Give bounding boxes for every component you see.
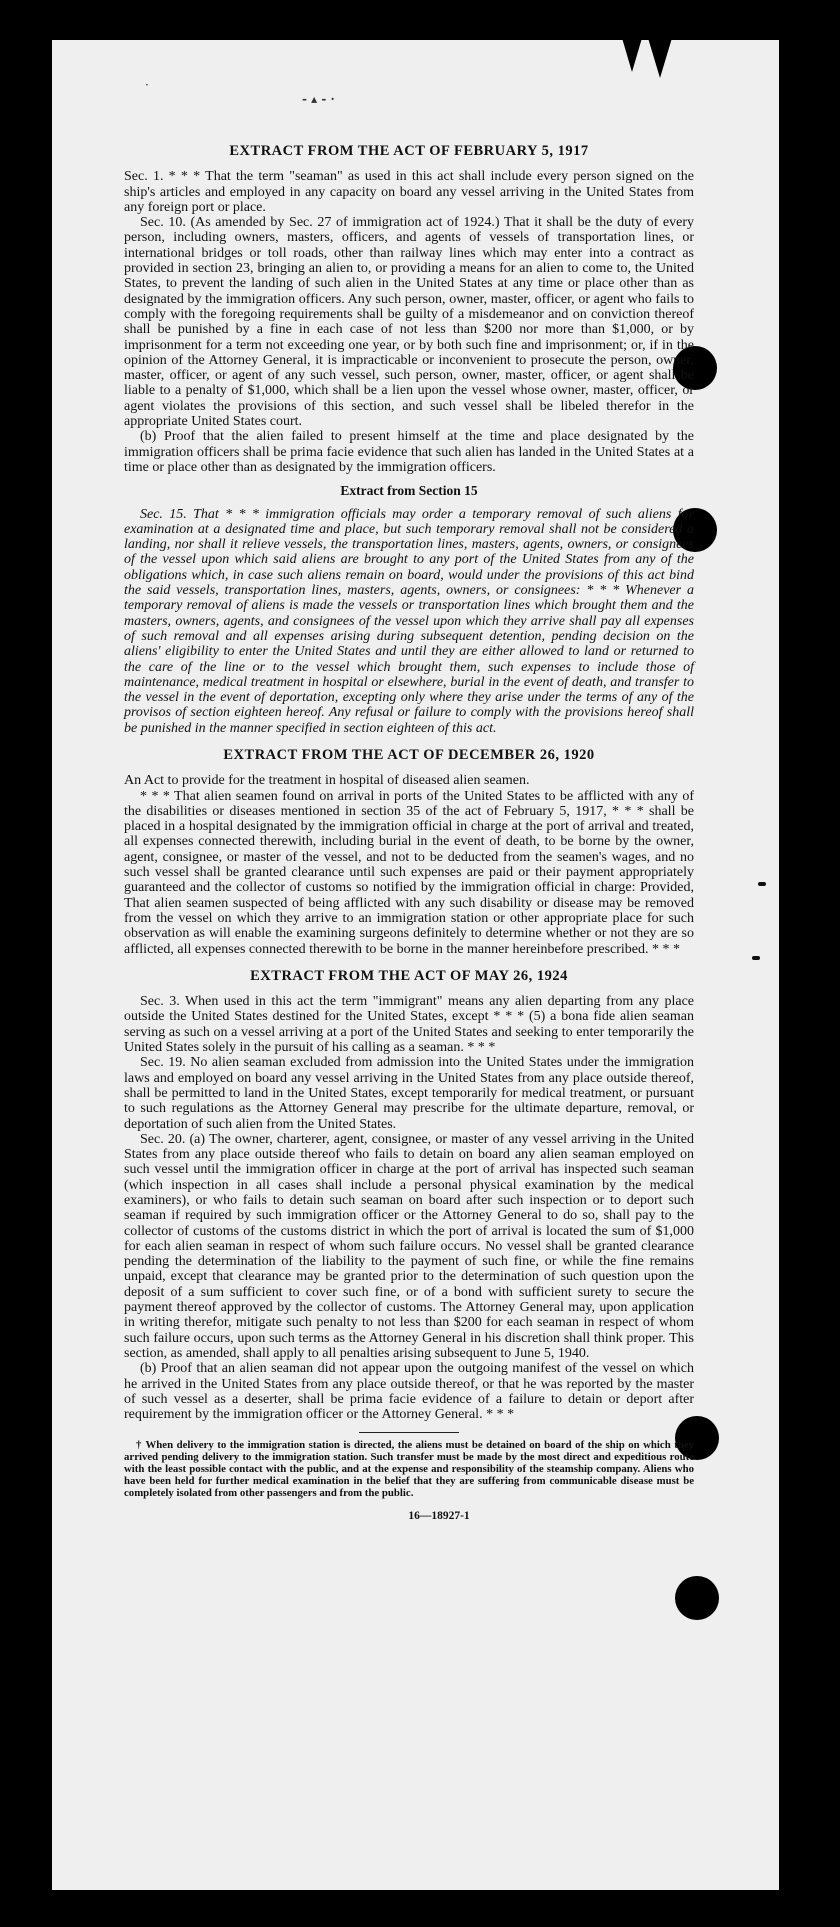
paragraph-sec-15: Sec. 15. That * * * immigration officials may order a temporary removal of such aliens for examination at a designated time and place, but such temporary removal shall not be considered a landing, nor shall it relieve vessels, the transportation lines, masters, agents, owners, or consignees of the vessel upon which said aliens are brought to any port of the United States from any of the obligations which, in case such aliens remain on board, would under the provisions of this act bind the said vessels, transportation lines, masters, agents, owners, or consignees: * * * Whenever a temporary removal of aliens is made the vessels or transportation lines which brought them and the masters, owners, agents, and consignees of the vessel upon which they arrive shall pay all expenses of such removal and all expenses arising during subsequent detention, pending decision on the aliens' eligibility to enter the United States and until they are either allowed to land or returned to the care of the line or to the vessel which brought them, such expenses to include those of maintenance, medical treatment in hospital or elsewhere, burial in the event of death, and transfer to the vessel in the event of deportation, excepting only where they arise under the terms of any of the provisos of section eighteen hereof. Any refusal or failure to comply with the provisions hereof shall be punished in the manner specified in section eighteen of this act. [124,506,694,736]
paragraph-sec-20-b: (b) Proof that an alien seaman did not appear upon the outgoing manifest of the vessel on which he arrived in the United States from any place outside thereof, or that he was reported by the master of such vessel as a deserter, shall be prima facie evidence of a failure to detain or deport after requirement by the immigration officer or the Attorney General. * * * [124,1361,694,1423]
paragraph-sec-20-a: Sec. 20. (a) The owner, charterer, agent, consignee, or master of any vessel arriving in the United States from any place outside thereof who fails to detain on board any alien seaman employed on such vessel until the immigration officer in charge at the port of arrival has inspected such seaman (which inspection in all cases shall include a personal physical examination by the medical examiners), or who fails to detain such seaman on board after such inspection or to deport such seaman if required by such immigration officer or the Attorney General to do so, shall pay to the collector of customs of the customs district in which the port of arrival is located the sum of $1,000 for each alien seaman in respect of whom such failure occurs. No vessel shall be granted clearance pending the determination of the liability to the payment of such fine, or while the fine remains unpaid, except that clearance may be granted prior to the determination of such question upon the deposit of a sum sufficient to cover such fine, or of a bond with sufficient surety to secure the payment thereof approved by the collector of customs. The Attorney General may, upon application in writing therefor, mitigate such penalty to not less than $200 for each seaman in respect of whom such failure occurs, upon such terms as the Attorney General in his discretion shall think proper. This section, as amended, shall apply to all penalties arising subsequent to June 5, 1940. [124,1131,694,1361]
footnote: † When delivery to the immigration station is directed, the aliens must be detained on board of the ship on which they arrived pending delivery to the immigration station. Such transfer must be made by the most direct and expeditious route with the least possible contact with the public, and at the expense and responsibility of the steamship company. Aliens who have been held for further medical examination in the belief that they are suffering from communicable disease must be completely isolated from other passengers and from the public. [124,1439,694,1500]
paragraph-sec-3: Sec. 3. When used in this act the term "immigrant" means any alien departing from any place outside the United States destined for the United States, except * * * (5) a bona fide alien seaman serving as such on a vessel arriving at a port of the United States and seeking to enter temporarily the United States solely in the pursuit of his calling as a seaman. * * * [124,994,694,1056]
scan-speck: · [145,78,149,92]
scan-speck [758,882,766,886]
paragraph-act-title: An Act to provide for the treatment in hospital of diseased alien seamen. [124,773,530,789]
document-page [52,40,779,1890]
paragraph-sec-10: Sec. 10. (As amended by Sec. 27 of immigration act of 1924.) That it shall be the duty of every person, including owners, masters, officers, and agents of vessels of transportation lines, or international bridges or toll roads, other than railway lines which may enter into a contract as provided in section 23, bringing an alien to, or providing a means for an alien to come to, the United States, to prevent the landing of such alien in the United States at any time or place other than as designated by the immigration officers. Any such person, owner, master, officer, or agent who fails to comply with the foregoing requirements shall be guilty of a misdemeanor and on conviction thereof shall be punished by a fine in each case of not less than $200 nor more than $1,000, or by imprisonment for a term not exceeding one year, or by both such fine and imprisonment; or, if in the opinion of the Attorney General, it is impracticable or inconvenient to prosecute the person, owner, master, officer, or agent of any such vessel, such person, owner, master, officer, or agent shall be liable to a penalty of $1,000, which shall be a lien upon the vessel whose owner, master, officer, or agent violates the provisions of this section, and such vessel shall be libeled therefor in the appropriate United States court. [124,215,694,430]
footnote-divider [359,1432,459,1433]
section-heading-may-1924: EXTRACT FROM THE ACT OF MAY 26, 1924 [250,967,568,984]
scan-speck [752,956,760,960]
paragraph-act-1920-body: * * * That alien seamen found on arrival in ports of the United States to be afflicted with any of the disabilities or diseases mentioned in section 35 of the act of February 5, 1917, * * * shall be placed in a hospital designated by the immigration official in charge at the port of arrival and treated, all expenses connected therewith, including burial in the event of death, to be borne by the owner, agent, consignee, or master of the vessel, and not to be deducted from the seamen's wages, and no such vessel shall be granted clearance until such expenses are paid or their payment appropriately guaranteed and the collector of customs so notified by the immigration official in charge: Provided, That alien seamen suspected of being afflicted with any such disability or disease may be removed from the vessel on which they arrive to an immigration station or other appropriate place for such observation as will enable the examining surgeons definitely to determine whether or not they are so afflicted, all expenses connected therewith to be borne in the manner hereinbefore prescribed. * * * [124,788,694,957]
document-body [124,136,694,1525]
top-mark: - ▴ - · [302,92,335,106]
section-heading-dec-1920: EXTRACT FROM THE ACT OF DECEMBER 26, 1920 [223,746,595,763]
paragraph-sec-1: Sec. 1. * * * That the term "seaman" as used in this act shall include every person signed on the ship's articles and employed in any capacity on board any vessel arriving in the United States from any foreign port or place. [124,169,694,215]
section-heading-feb-1917: EXTRACT FROM THE ACT OF FEBRUARY 5, 1917 [229,143,589,159]
torn-edge-mark [648,38,672,78]
punch-hole [675,1576,719,1620]
paragraph-sec-10-b: (b) Proof that the alien failed to present himself at the time and place designated by the immigration officers shall be prima facie evidence that such alien has landed in the United States at a time or place other than as designated by the immigration officers. [124,429,694,475]
torn-edge-mark [622,38,642,72]
paragraph-sec-19: Sec. 19. No alien seaman excluded from admission into the United States under the immigration laws and employed on board any vessel arriving in the United States from any place outside thereof, shall be permitted to land in the United States, except temporarily for medical treatment, or pursuant to such regulations as the Attorney General may prescribe for the ultimate departure, removal, or deportation of such alien from the United States. [124,1055,694,1132]
section-subheading-15: Extract from Section 15 [340,483,478,499]
form-number: 16—18927-1 [408,1510,470,1523]
